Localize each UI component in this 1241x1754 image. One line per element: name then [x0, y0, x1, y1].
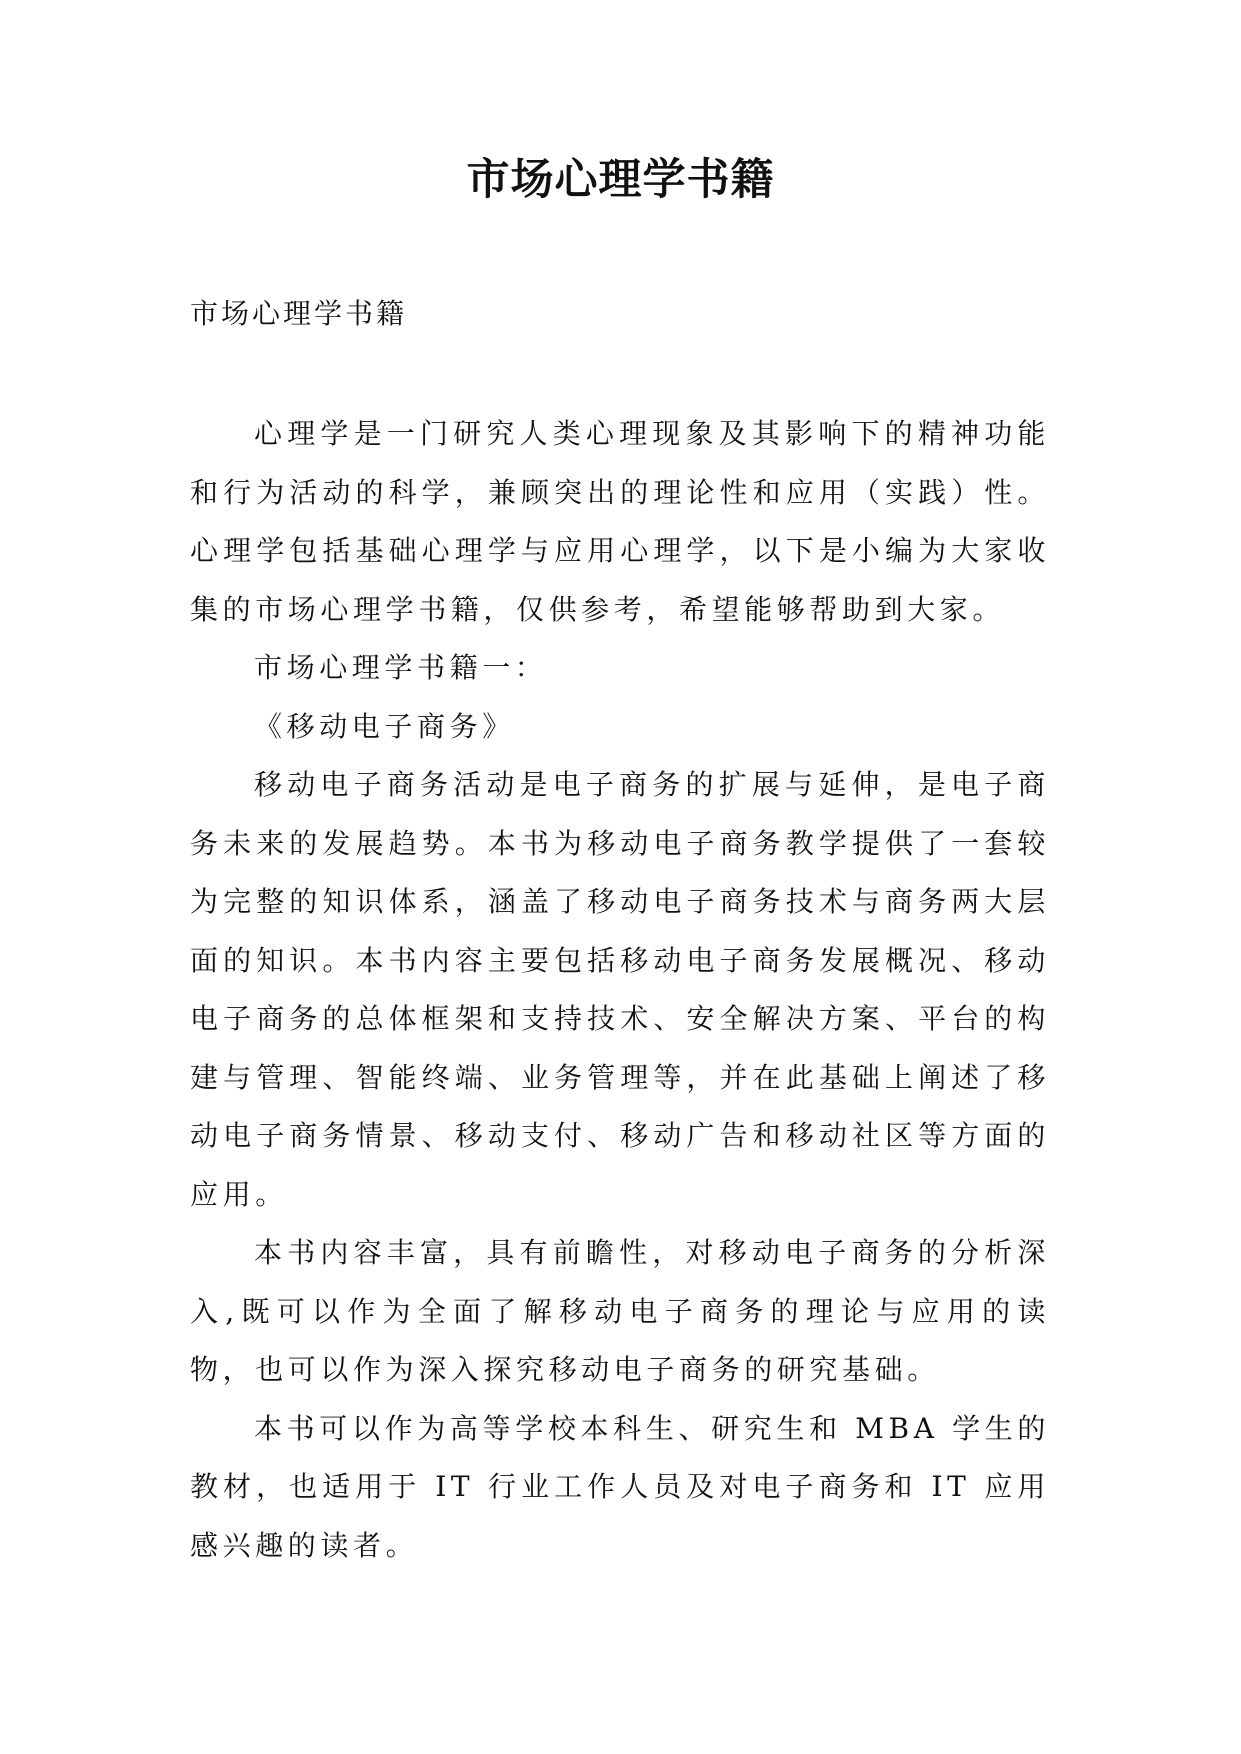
intro-paragraph: 心理学是一门研究人类心理现象及其影响下的精神功能和行为活动的科学，兼顾突出的理论性和应用（实践）性。心理学包括基础心理学与应用心理学，以下是小编为大家收集的市场心理学书籍，仅供参考，希望能够帮助到大家。 [190, 417, 1050, 626]
book-title: 《移动电子商务》 [254, 709, 515, 743]
document-body [190, 405, 1050, 1575]
document-subtitle: 市场心理学书籍 [190, 297, 408, 330]
body-paragraph: 移动电子商务活动是电子商务的扩展与延伸，是电子商务未来的发展趋势。本书为移动电子商务教学提供了一套较为完整的知识体系，涵盖了移动电子商务技术与商务两大层面的知识。本书内容主要包括移动电子商务发展概况、移动电子商务的总体框架和支持技术、安全解决方案、平台的构建与管理、智能终端、业务管理等，并在此基础上阐述了移动电子商务情景、移动支付、移动广告和移动社区等方面的应用。 [190, 768, 1050, 1211]
section-heading: 市场心理学书籍一： [254, 651, 548, 684]
body-paragraph: 本书可以作为高等学校本科生、研究生和 MBA 学生的教材，也适用于 IT 行业工作人员及对电子商务和 IT 应用感兴趣的读者。 [190, 1411, 1050, 1562]
document-title: 市场心理学书籍 [466, 155, 775, 205]
body-paragraph: 本书内容丰富，具有前瞻性，对移动电子商务的分析深入,既可以作为全面了解移动电子商务的理论与应用的读物，也可以作为深入探究移动电子商务的研究基础。 [190, 1236, 1050, 1386]
